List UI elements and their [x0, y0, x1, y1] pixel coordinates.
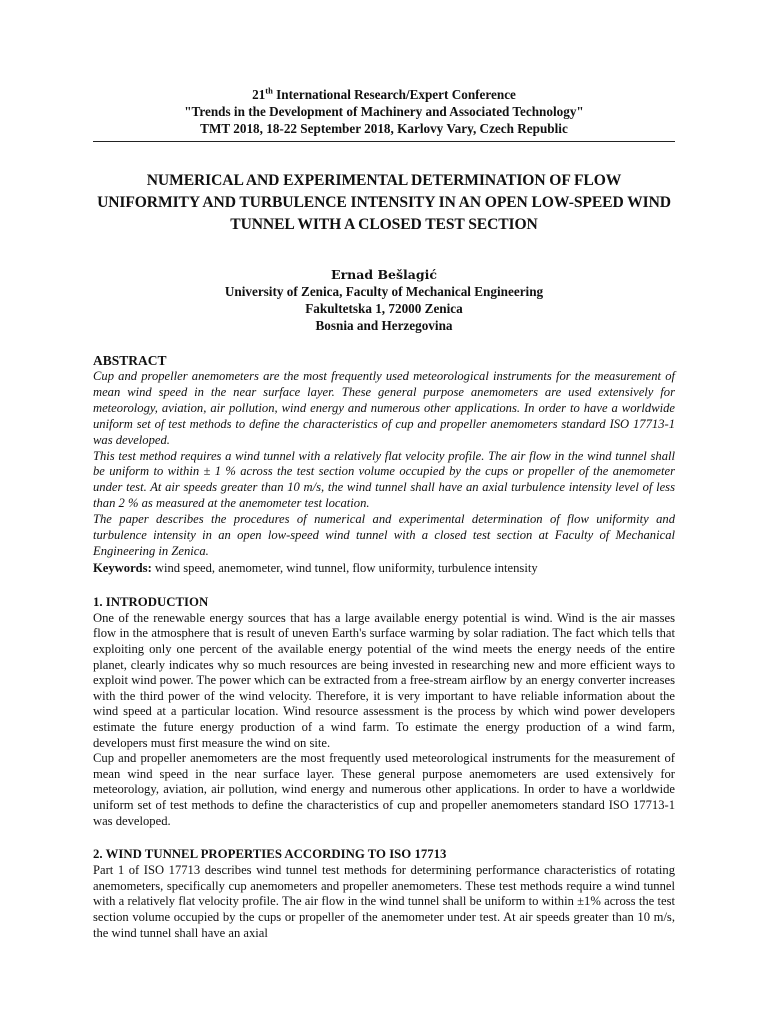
author-affiliation: University of Zenica, Faculty of Mechanical Engineering [224, 284, 544, 299]
author-name: Ernad Bešlagić [331, 267, 437, 282]
section-1-paragraph-2: Cup and propeller anemometers are the most frequently used meteorological instruments for the measurement of mean wind speed in the near surface layer. These general purpose anemometers are used extensively for meteorology, aviation, air pollution, wind energy and numerous other applications. In order to have a worldwide uniform set of test methods to define the characteristics of cup and propeller anemometers standard ISO 17713-1 was developed. [93, 751, 675, 828]
abstract-paragraph-3: The paper describes the procedures of numerical and experimental determination of flow uniformity and turbulence intensity in an open low-speed wind tunnel with a closed test section at Faculty of Mechanical Engineering in Zenica. [93, 512, 675, 558]
abstract-body [93, 369, 675, 560]
abstract-heading: ABSTRACT [93, 353, 167, 368]
header-divider [93, 141, 675, 142]
author-country: Bosnia and Herzegovina [315, 318, 453, 333]
keywords-label: Keywords: [93, 560, 152, 575]
section-1-paragraph-1: One of the renewable energy sources that has a large available energy potential is wind. Wind is the air masses flow in the atmosphere that is result of uneven Earth's surface warming by solar radiation. The fact which tells that exploiting only one percent of the available energy potential of the wind meets the energy needs of the entire planet, clearly indicates why so much resources are being invested in researching new and more efficient ways to exploit wind power. The power which can be extracted from a free-stream airflow by an energy converter increases with the third power of the wind velocity. Therefore, it is very important to have reliable information about the wind speed at a particular location. Wind resource assessment is the process by which wind power developers estimate the future energy production of a wind farm. To estimate the energy production of a wind farm, developers must first measure the wind on site. [93, 610, 675, 750]
section-1-heading: 1. INTRODUCTION [93, 594, 209, 609]
abstract-paragraph-2: This test method requires a wind tunnel with a relatively flat velocity profile. The air flow in the wind tunnel shall be uniform to within ± 1 % across the test section volume occupied by the cups or propeller of the anemometer under test. At air speeds greater than 10 m/s, the wind tunnel shall have an axial turbulence intensity level of less than 2 % as measured at the anemometer test location. [93, 448, 675, 511]
conference-line-2: "Trends in the Development of Machinery and Associated Technology" [184, 104, 584, 119]
author-block [93, 266, 675, 334]
conference-line-3: TMT 2018, 18-22 September 2018, Karlovy Vary, Czech Republic [200, 121, 568, 136]
abstract-paragraph-1: Cup and propeller anemometers are the most frequently used meteorological instruments for the measurement of mean wind speed in the near surface layer. These general purpose anemometers are used extensively for meteorology, aviation, air pollution, wind energy and numerous other applications. In order to have a worldwide uniform set of test methods to define the characteristics of cup and propeller anemometers standard ISO 17713-1 was developed. [93, 369, 675, 447]
conference-header [93, 86, 675, 137]
paper-title: NUMERICAL AND EXPERIMENTAL DETERMINATION OF FLOW UNIFORMITY AND TURBULENCE INTENSITY IN AN OPEN LOW-SPEED WIND TUNNEL WITH A CLOSED TEST SECTION [97, 172, 671, 233]
section-2-body [93, 863, 675, 941]
section-1-body [93, 611, 675, 829]
section-2-heading: 2. WIND TUNNEL PROPERTIES ACCORDING TO ISO 17713 [93, 847, 447, 862]
keywords-text: wind speed, anemometer, wind tunnel, flow uniformity, turbulence intensity [151, 560, 538, 575]
author-address: Fakultetska 1, 72000 Zenica [305, 301, 463, 316]
conference-line-1: 21th International Research/Expert Conference [252, 85, 516, 102]
keywords-line [93, 560, 675, 576]
section-2-paragraph-1: Part 1 of ISO 17713 describes wind tunnel test methods for determining performance characteristics of rotating anemometers, specifically cup anemometers and propeller anemometers. These test methods require a wind tunnel with a relatively flat velocity profile. The air flow in the wind tunnel shall be uniform to within ±1% across the test section volume occupied by the cups or propeller of the anemometer under test. At air speeds greater than 10 m/s, the wind tunnel shall have an axial [93, 863, 675, 940]
